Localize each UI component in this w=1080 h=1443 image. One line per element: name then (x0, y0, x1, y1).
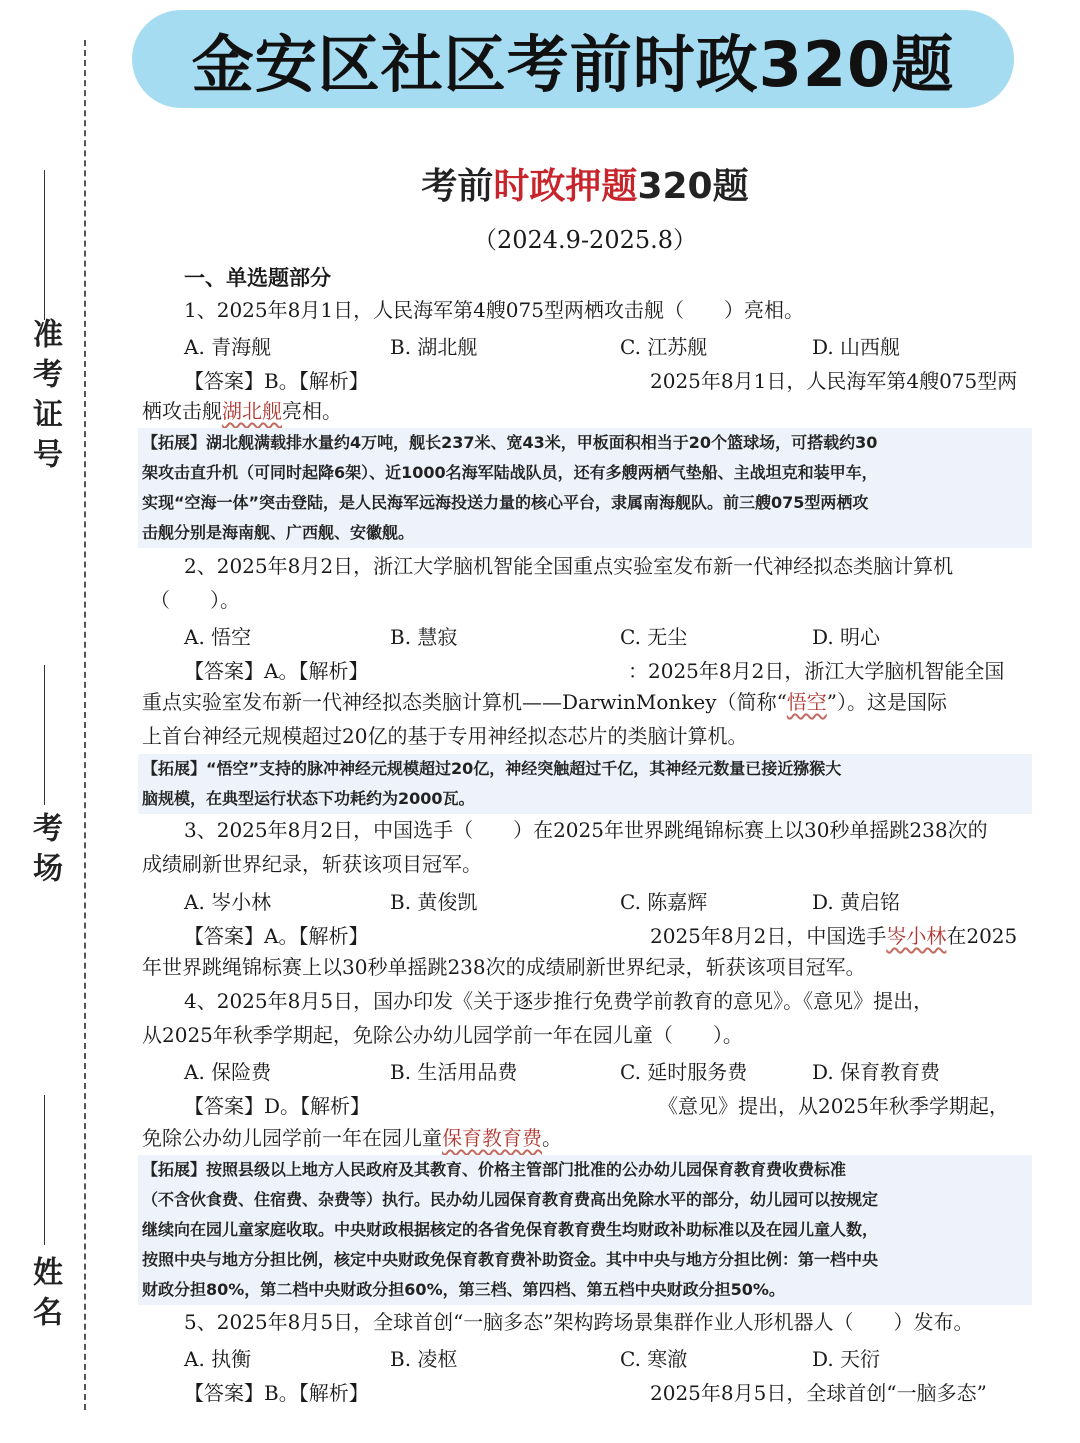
side-label-exam-number: 准考证号 (27, 318, 62, 478)
name-fill-line (44, 1095, 45, 1245)
q3-option-d: D. 黄启铭 (812, 890, 901, 914)
q5-option-d: D. 天衍 (812, 1347, 881, 1371)
q1-stem: 1、2025年8月1日，人民海军第4艘075型两栖攻击舰（ ）亮相。 (184, 298, 804, 322)
q2-ext-line: 脑规模，在典型运行状态下功耗约为2000瓦。 (142, 789, 475, 808)
title-suffix: 320题 (637, 166, 749, 207)
q1-answer: 【答案】B。【解析】 (184, 369, 369, 393)
q2-answer-highlight: 悟空 (786, 690, 827, 714)
q4-extension (138, 1155, 1032, 1305)
q1-option-b: B. 湖北舰 (390, 335, 478, 359)
side-label-name: 姓名 (27, 1256, 62, 1336)
q4-ext-line: （不含伙食费、住宿费、杂费等）执行。民办幼儿园保育教育费高出免除水平的部分，幼儿园可以按规定 (142, 1190, 879, 1209)
document-title (0, 158, 1080, 209)
q3-option-a: A. 岑小林 (184, 890, 272, 914)
q5-stem: 5、2025年8月5日，全球首创“一脑多态”架构跨场景集群作业人形机器人（ ）发布。 (184, 1310, 974, 1334)
q4-option-b: B. 生活用品费 (390, 1060, 518, 1084)
q1-answer-highlight: 湖北舰 (222, 399, 282, 423)
q2-ext-line: 【拓展】“悟空”支持的脉冲神经元规模超过20亿，神经突触超过千亿，其神经元数量已接近猕猴大 (142, 759, 842, 778)
q3-answer: 【答案】A。【解析】 (184, 924, 369, 948)
q1-analysis: 2025年8月1日，人民海军第4艘075型两 (650, 369, 1018, 393)
q4-option-a: A. 保险费 (184, 1060, 272, 1084)
q2-option-d: D. 明心 (812, 625, 881, 649)
q4-ext-line: 【拓展】按照县级以上地方人民政府及其教育、价格主管部门批准的公办幼儿园保育教育费收费标准 (142, 1160, 847, 1179)
banner-title: 金安区社区考前时政320题 (191, 27, 955, 101)
exam-room-fill-line (44, 665, 45, 805)
document-period: （2024.9-2025.8） (472, 226, 698, 254)
q1-option-d: D. 山西舰 (812, 335, 901, 359)
q2-analysis-cont2: 上首台神经元规模超过20亿的基于专用神经拟态芯片的类脑计算机。 (142, 724, 748, 748)
q3-stem: 3、2025年8月2日，中国选手（ ）在2025年世界跳绳锦标赛上以30秒单摇跳238次的 (184, 818, 988, 842)
title-prefix: 考前 (421, 166, 494, 207)
q4-ext-line: 继续向在园儿童家庭收取。中央财政根据核定的各省免保育教育费生均财政补助标准以及在园儿童人数， (142, 1220, 879, 1239)
q5-option-c: C. 寒澈 (620, 1347, 688, 1371)
q3-option-b: B. 黄俊凯 (390, 890, 478, 914)
q4-ext-line: 按照中央与地方分担比例，核定中央财政免保育教育费补助资金。其中中央与地方分担比例：第一档中央 (142, 1250, 879, 1269)
q3-option-c: C. 陈嘉辉 (620, 890, 708, 914)
q2-option-c: C. 无尘 (620, 625, 688, 649)
q4-analysis: 《意见》提出，从2025年秋季学期起， (658, 1094, 1009, 1118)
q5-option-a: A. 执衡 (184, 1347, 252, 1371)
q4-analysis-cont: 免除公办幼儿园学前一年在园儿童保育教育费。 (142, 1126, 562, 1150)
q3-analysis: 2025年8月2日，中国选手岑小林在2025 (650, 924, 1018, 948)
q5-answer: 【答案】B。【解析】 (184, 1381, 369, 1405)
q4-ext-line: 财政分担80%，第二档中央财政分担60%，第三档、第四档、第五档中央财政分担50%。 (142, 1280, 785, 1299)
q4-option-c: C. 延时服务费 (620, 1060, 748, 1084)
q1-option-a: A. 青海舰 (184, 335, 272, 359)
q4-answer-highlight: 保育教育费 (442, 1126, 542, 1150)
title-banner (132, 10, 1014, 108)
q3-analysis-cont: 年世界跳绳锦标赛上以30秒单摇跳238次的成绩刷新世界纪录，斩获该项目冠军。 (142, 955, 866, 979)
q1-ext-line: 实现“空海一体”突击登陆，是人民海军远海投送力量的核心平台，隶属南海舰队。前三艘075型两栖攻 (142, 493, 869, 512)
q4-option-d: D. 保育教育费 (812, 1060, 941, 1084)
q1-ext-line: 击舰分别是海南舰、广西舰、安徽舰。 (142, 523, 415, 542)
q4-answer: 【答案】D。【解析】 (184, 1094, 371, 1118)
q3-answer-highlight: 岑小林 (886, 924, 947, 948)
q1-ext-line: 【拓展】湖北舰满载排水量约4万吨，舰长237米、宽43米，甲板面积相当于20个篮球场，可搭载约30 (142, 433, 878, 452)
q2-analysis-cont: 重点实验室发布新一代神经拟态类脑计算机——DarwinMonkey（简称“悟空”）。这是国际 (142, 690, 948, 714)
q4-stem: 4、2025年8月5日，国办印发《关于逐步推行免费学前教育的意见》。《意见》提出， (184, 989, 934, 1013)
q2-answer: 【答案】A。【解析】 (184, 659, 369, 683)
q2-extension (138, 754, 1032, 814)
q2-option-b: B. 慧寂 (390, 625, 458, 649)
q1-extension (138, 428, 1032, 548)
q1-analysis-cont: 栖攻击舰湖北舰亮相。 (142, 399, 342, 423)
q2-option-a: A. 悟空 (184, 625, 252, 649)
q2-stem-cont: （ ）。 (150, 588, 240, 612)
side-label-exam-room: 考场 (27, 812, 62, 892)
q2-analysis: ：2025年8月2日，浙江大学脑机智能全国 (628, 659, 1005, 683)
q3-stem-cont: 成绩刷新世界纪录，斩获该项目冠军。 (142, 852, 482, 876)
title-highlight: 时政押题 (493, 166, 638, 207)
section-heading: 一、单选题部分 (184, 266, 331, 290)
q1-ext-line: 架攻击直升机（可同时起降6架）、近1000名海军陆战队员，还有多艘两栖气垫船、主战坦克和装甲车， (142, 463, 878, 482)
q2-stem: 2、2025年8月2日，浙江大学脑机智能全国重点实验室发布新一代神经拟态类脑计算机 (184, 554, 954, 578)
q5-analysis: 2025年8月5日，全球首创“一脑多态” (650, 1381, 987, 1405)
q5-option-b: B. 凌枢 (390, 1347, 458, 1371)
q4-stem-cont: 从2025年秋季学期起，免除公办幼儿园学前一年在园儿童（ ）。 (142, 1023, 743, 1047)
q1-option-c: C. 江苏舰 (620, 335, 708, 359)
